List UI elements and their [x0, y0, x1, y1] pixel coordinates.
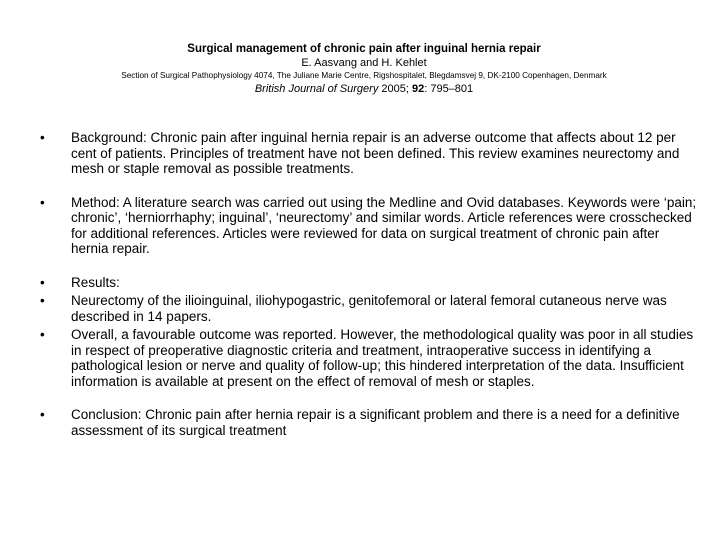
paper-authors: E. Aasvang and H. Kehlet [301, 57, 427, 69]
bullet-results [40, 275, 700, 291]
paper-header [0, 42, 728, 96]
citation-volume: 92 [411, 83, 425, 95]
bullet-conclusion [40, 407, 700, 438]
bullet-icon: • [40, 327, 45, 342]
bullet-background [40, 130, 700, 177]
bullet-text: Background: Chronic pain after inguinal hernia repair is an adverse outcome that affects about 12 per cent of patients. Principles of treatment have not been defined. This review examines neurectomy and mesh or staple removal as possible treatments. [71, 130, 680, 176]
paper-affiliation: Section of Surgical Pathophysiology 4074, The Juliane Marie Centre, Rigshospitalet, Blegdamsvej 9, DK-2100 Copenhagen, Denmark [121, 71, 607, 80]
bullet-icon: • [40, 130, 45, 145]
bullet-method [40, 195, 700, 257]
bullet-text: Neurectomy of the ilioinguinal, iliohypogastric, genitofemoral or lateral femoral cutaneous nerve was described in 14 papers. [71, 293, 667, 324]
paper-citation [0, 82, 728, 96]
citation-pages: : 795–801 [424, 83, 474, 95]
bullet-neurectomy [40, 293, 700, 324]
paper-title: Surgical management of chronic pain after inguinal hernia repair [187, 43, 541, 55]
bullet-text: Conclusion: Chronic pain after hernia repair is a significant problem and there is a need for a definitive assessment of its surgical treatment [71, 407, 680, 438]
bullet-icon: • [40, 293, 45, 308]
bullet-list [40, 130, 700, 438]
bullet-icon: • [40, 194, 45, 210]
citation-journal: British Journal of Surgery [254, 83, 379, 95]
bullet-icon: • [40, 407, 45, 422]
bullet-text: Results: [71, 274, 120, 290]
bullet-text: Method: A literature search was carried out using the Medline and Ovid databases. Keywords were ‘pain; chronic’, ‘herniorrhaphy; inguinal’, ‘neurectomy’ and similar words. Article references were crosschecked for additional references. Articles were reviewed for data on surgical treatment of chronic pain after hernia repair. [71, 194, 697, 256]
citation-year: 2005; [378, 83, 412, 95]
bullet-text: Overall, a favourable outcome was reported. However, the methodological quality was poor in all studies in respect of preoperative diagnostic criteria and treatment, intraoperative success in identifying a pathological lesion or nerve and quality of follow-up; this hindered interpretation of the data. Insufficient information is available at present on the effect of removal of mesh or staples. [71, 327, 694, 389]
bullet-icon: • [40, 274, 45, 290]
bullet-overall [40, 327, 700, 389]
